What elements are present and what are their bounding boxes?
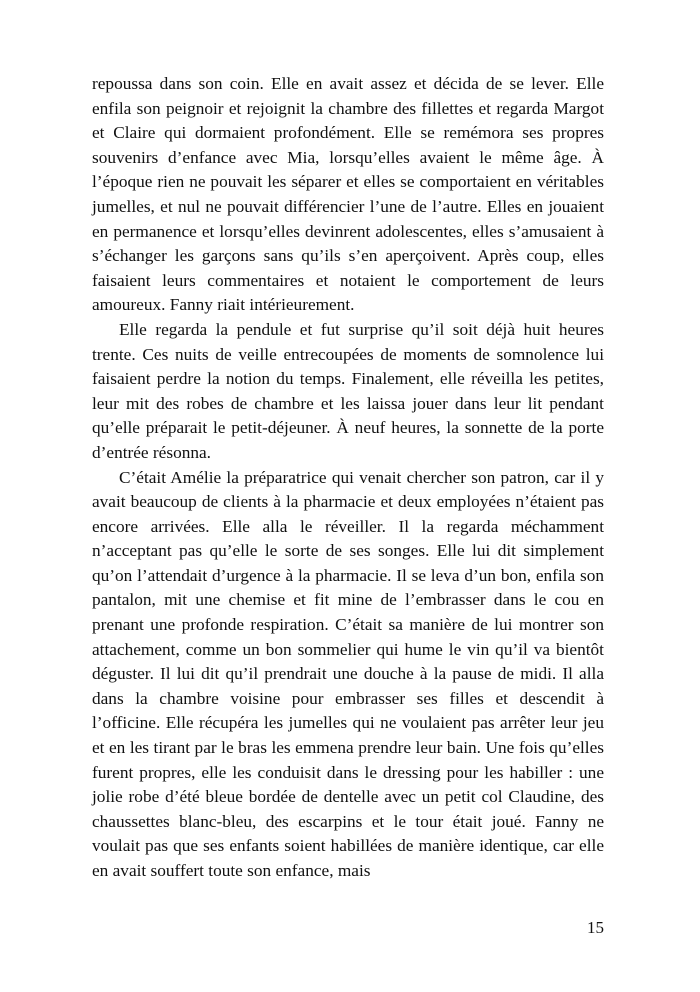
page-body bbox=[92, 72, 604, 884]
paragraph-3: C’était Amélie la préparatrice qui venait chercher son patron, car il y avait beaucoup de clients à la pharmacie et deux employées n’étaient pas encore arrivées. Elle alla le réveiller. Il la regarda méchamment n’acceptant pas qu’elle le sorte de ses songes. Elle lui dit simplement qu’on l’attendait d’urgence à la pharmacie. Il se leva d’un bon, enfila son pantalon, mit une chemise et fit mine de l’embrasser dans le cou en prenant une profonde respiration. C’était sa manière de lui montrer son attachement, comme un bon sommelier qui hume le vin qu’il va bientôt déguster. Il lui dit qu’il prendrait une douche à la pause de midi. Il alla dans la chambre voisine pour embrasser ses filles et descendit à l’officine. Elle récupéra les jumelles qui ne voulaient pas arrêter leur jeu et en les tirant par le bras les emmena prendre leur bain. Une fois qu’elles furent propres, elle les conduisit dans le dressing pour les habiller : une jolie robe d’été bleue bordée de dentelle avec un petit col Claudine, des chaussettes blanc-bleu, des escarpins et le tour était joué. Fanny ne voulait pas que ses enfants soient habillées de manière identique, car elle en avait souffert toute son enfance, mais bbox=[92, 467, 604, 880]
paragraph-1: repoussa dans son coin. Elle en avait assez et décida de se lever. Elle enfila son peignoir et rejoignit la chambre des fillettes et regarda Margot et Claire qui dormaient profondément. Elle se remémora ses propres souvenirs d’enfance avec Mia, lorsqu’elles avaient le même âge. À l’époque rien ne pouvait les séparer et elles se comportaient en véritables jumelles, et nul ne pouvait différencier l’une de l’autre. Elles en jouaient en permanence et lorsqu’elles devinrent adolescentes, elles s’amusaient à s’échanger les garçons sans qu’ils s’en aperçoivent. Après coup, elles faisaient leurs commentaires et notaient le comportement de leurs amoureux. Fanny riait intérieurement. bbox=[92, 74, 604, 315]
paragraph-2: Elle regarda la pendule et fut surprise qu’il soit déjà huit heures trente. Ces nuits de veille entrecoupées de moments de somnolence lui faisaient perdre la notion du temps. Finalement, elle réveilla les petites, leur mit des robes de chambre et les laissa jouer dans leur lit pendant qu’elle préparait le petit-déjeuner. À neuf heures, la sonnette de la porte d’entrée résonna. bbox=[92, 319, 604, 462]
page-number: 15 bbox=[587, 918, 604, 937]
